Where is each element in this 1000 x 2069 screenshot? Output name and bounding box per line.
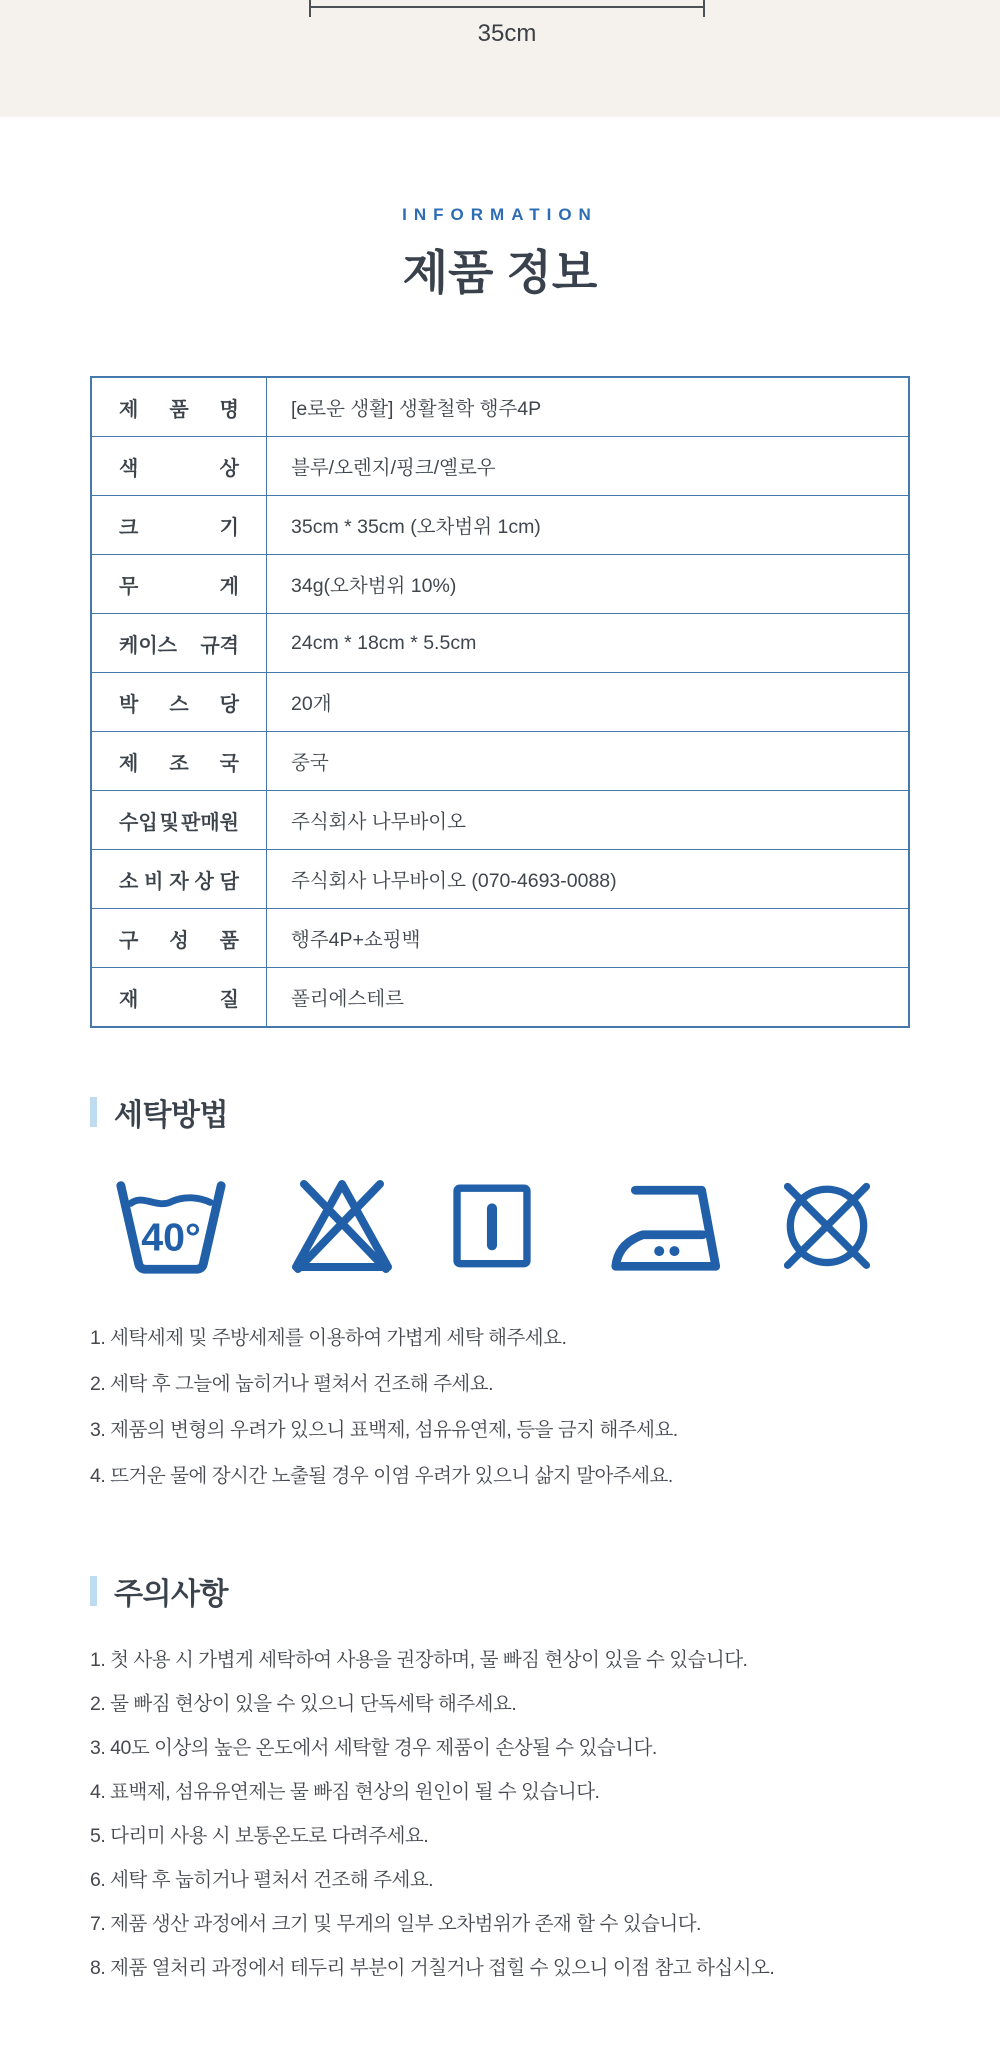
list-item: 4. 뜨거운 물에 장시간 노출될 경우 이염 우려가 있으니 삶지 말아주세요. [90, 1465, 673, 1487]
row-label: 무 게 [92, 555, 267, 613]
list-item: 2. 세탁 후 그늘에 눕히거나 펼쳐서 건조해 주세요. [90, 1373, 494, 1395]
list-item: 3. 40도 이상의 높은 온도에서 세탁할 경우 제품이 손상될 수 있습니다. [90, 1737, 657, 1759]
measure-label: 35cm [477, 20, 537, 47]
do-not-dryclean-icon [772, 1172, 882, 1278]
page-title: 제품 정보 [402, 246, 598, 299]
measure-bracket-tick-right [703, 0, 705, 17]
row-label: 수입 및 판매원 [92, 791, 267, 849]
list-item: 2. 물 빠짐 현상이 있을 수 있으니 단독세탁 해주세요. [90, 1693, 517, 1715]
row-value: 34g(오차범위 10%) [291, 575, 457, 597]
row-value: 35cm * 35cm (오차범위 1cm) [291, 516, 541, 538]
table-row [92, 967, 908, 1026]
drip-dry-icon [446, 1175, 538, 1275]
row-label: 박 스 당 [92, 673, 267, 731]
caution-section-heading [90, 1573, 1000, 1609]
table-row [92, 731, 908, 790]
wash-instructions [0, 1328, 1000, 1486]
wash-40-icon [112, 1172, 230, 1278]
row-label: 색 상 [92, 437, 267, 495]
table-row [92, 378, 908, 436]
care-icons-row [112, 1172, 1000, 1278]
list-item: 8. 제품 열처리 과정에서 테두리 부분이 거칠거나 접힐 수 있으니 이점 참고 하십시오. [90, 1957, 775, 1979]
table-row [92, 672, 908, 731]
row-value: 주식회사 나무바이오 (070-4693-0088) [291, 870, 617, 892]
row-label: 제 조 국 [92, 732, 267, 790]
row-label: 소 비 자 상 담 [92, 850, 267, 908]
list-item: 7. 제품 생산 과정에서 크기 및 무게의 일부 오차범위가 존재 할 수 있습니다. [90, 1913, 701, 1935]
row-value: 20개 [291, 693, 332, 715]
row-value: 행주4P+쇼핑백 [291, 929, 421, 951]
row-label: 제 품 명 [92, 378, 267, 436]
row-value: 24cm * 18cm * 5.5cm [291, 631, 477, 654]
list-item: 6. 세탁 후 눕히거나 펼처서 건조해 주세요. [90, 1869, 434, 1891]
product-table [90, 376, 910, 1028]
table-row [92, 849, 908, 908]
wash-section-heading [90, 1094, 1000, 1130]
row-label: 케이스 규격 [92, 614, 267, 672]
table-row [92, 613, 908, 672]
list-item: 4. 표백제, 섬유유연제는 물 빠짐 현상의 원인이 될 수 있습니다. [90, 1781, 600, 1803]
row-label: 크 기 [92, 496, 267, 554]
caution-list [0, 1650, 1000, 1978]
top-image-band [0, 0, 1000, 117]
row-value: 폴리에스테르 [291, 988, 405, 1010]
wash-heading-text: 세탁방법 [114, 1099, 228, 1132]
row-value: 중국 [291, 752, 329, 774]
list-item: 1. 세탁세제 및 주방세제를 이용하여 가볍게 세탁 해주세요. [90, 1327, 567, 1349]
wash-temp-label: 40° [141, 1215, 201, 1260]
list-item: 1. 첫 사용 시 가볍게 세탁하여 사용을 권장하며, 물 빠짐 현상이 있을 수 있습니다. [90, 1649, 748, 1671]
do-not-bleach-icon [278, 1172, 406, 1278]
row-label: 재 질 [92, 968, 267, 1026]
table-row [92, 436, 908, 495]
row-value: 주식회사 나무바이오 [291, 811, 466, 833]
measure-bracket-line [309, 6, 705, 8]
row-value: [e로운 생활] 생활철학 행주4P [291, 398, 542, 420]
iron-medium-icon [594, 1175, 744, 1275]
table-row [92, 790, 908, 849]
row-label: 구 성 품 [92, 909, 267, 967]
row-value: 블루/오렌지/핑크/옐로우 [291, 457, 496, 479]
list-item: 5. 다리미 사용 시 보통온도로 다려주세요. [90, 1825, 429, 1847]
list-item: 3. 제품의 변형의 우려가 있으니 표백제, 섬유유연제, 등을 금지 해주세요. [90, 1419, 678, 1441]
caution-heading-text: 주의사항 [114, 1578, 228, 1611]
table-row [92, 554, 908, 613]
table-row [92, 495, 908, 554]
measure-bracket-tick-left [309, 0, 311, 17]
heading-accent-bar [90, 1576, 97, 1606]
section-eyebrow: INFORMATION [402, 205, 598, 224]
table-row [92, 908, 908, 967]
heading-accent-bar [90, 1097, 97, 1127]
